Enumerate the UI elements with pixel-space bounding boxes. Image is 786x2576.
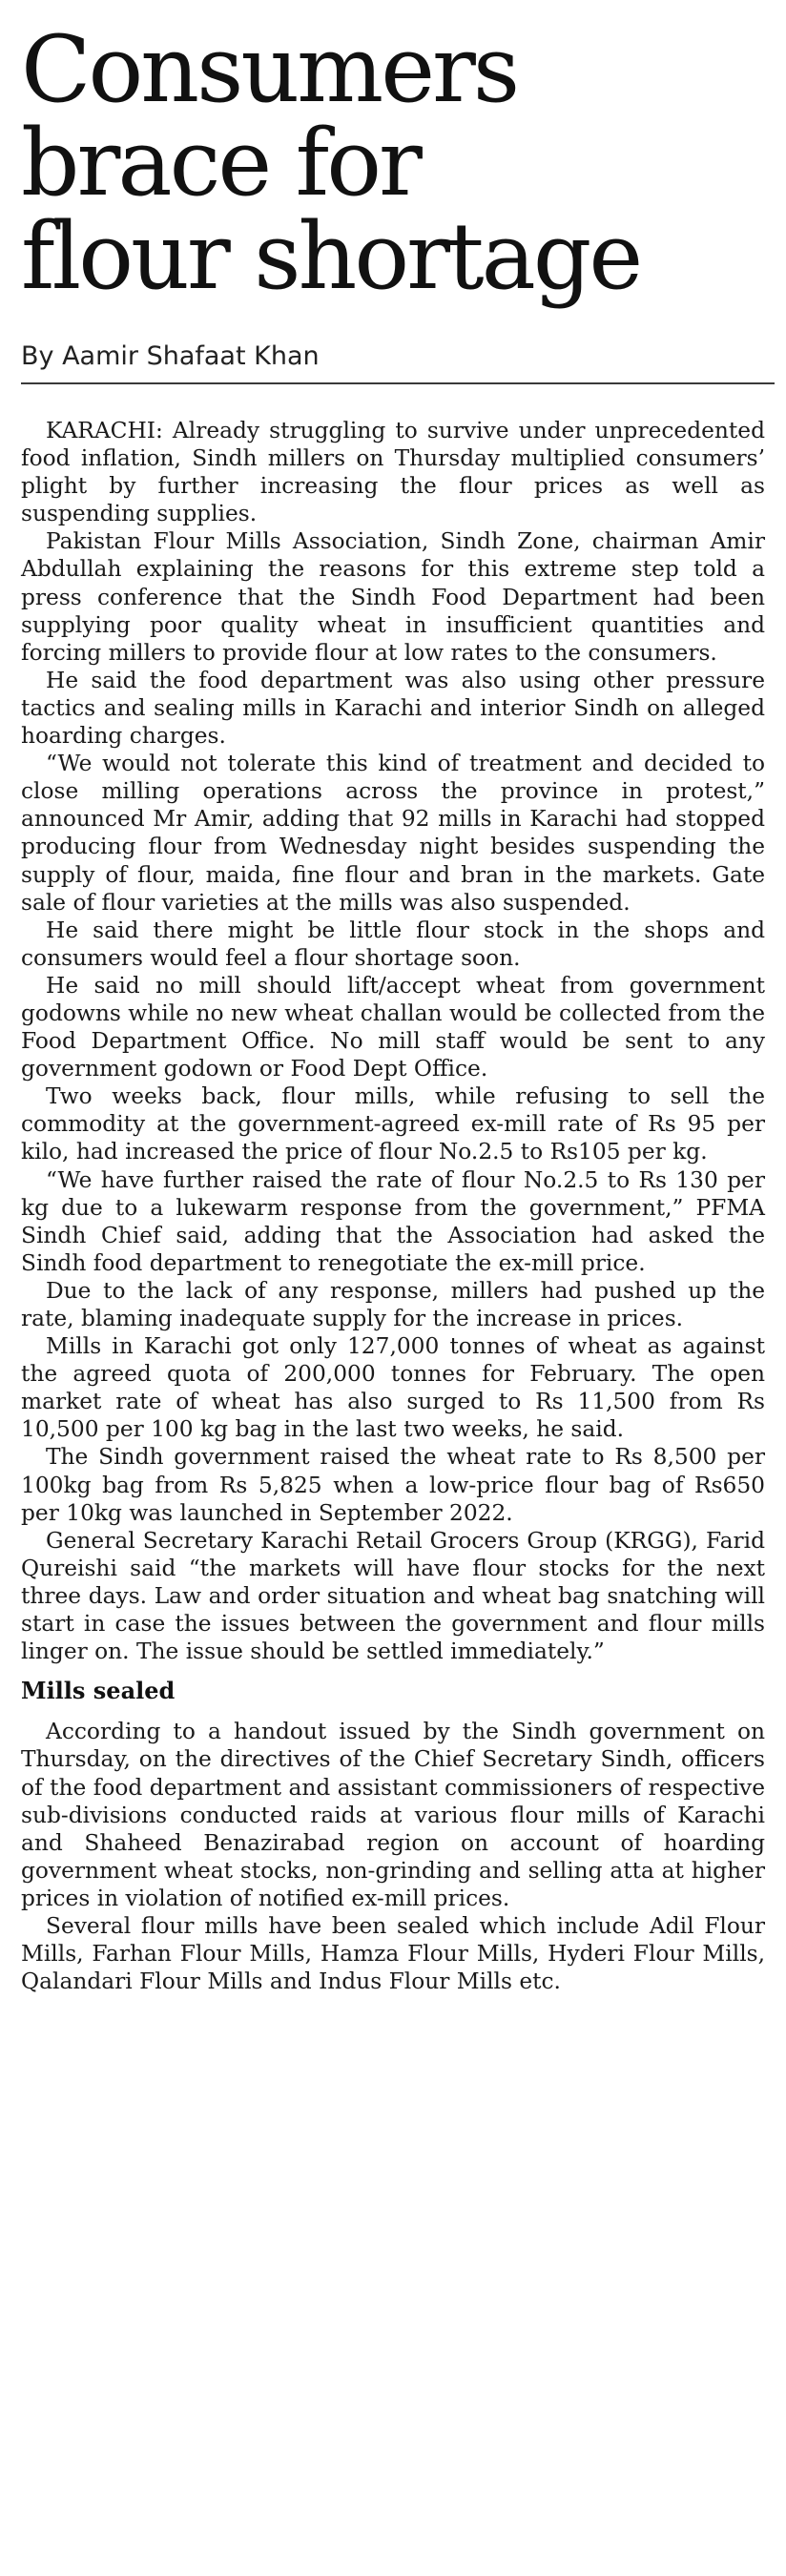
paragraph: Due to the lack of any response, millers had pushed up the rate, blaming inadequate supply for the increase in prices. bbox=[21, 1277, 765, 1331]
paragraph: He said no mill should lift/accept wheat from government godowns while no new wheat challan would be collected from the Food Department Office. No mill staff would be sent to any government godown or Food Dept Office. bbox=[21, 972, 765, 1082]
paragraph: “We would not tolerate this kind of treatment and decided to close milling operations across the province in protest,” announced Mr Amir, adding that 92 mills in Karachi had stopped producing flour from Wednesday night besides suspending the supply of flour, maida, fine flour and bran in the markets. Gate sale of flour varieties at the mills was also suspended. bbox=[21, 751, 765, 916]
paragraph: KARACHI: Already struggling to survive under unprecedented food inflation, Sindh millers on Thursday multiplied consumers’ plight by further increasing the flour prices as well as suspending supplies. bbox=[21, 418, 765, 527]
paragraph: He said there might be little flour stock in the shops and consumers would feel a flour shortage soon. bbox=[21, 917, 765, 971]
paragraph: “We have further raised the rate of flour No.2.5 to Rs 130 per kg due to a lukewarm response from the government,” PFMA Sindh Chief said, adding that the Association had asked the Sindh food department to renegotiate the ex-mill price. bbox=[21, 1166, 765, 1276]
paragraph: He said the food department was also using other pressure tactics and sealing mills in Karachi and interior Sindh on alleged hoarding charges. bbox=[21, 667, 765, 750]
paragraph: Several flour mills have been sealed which include Adil Flour Mills, Farhan Flour Mills, Hamza Flour Mills, Hyderi Flour Mills, Qalandari Flour Mills and Indus Flour Mills etc. bbox=[21, 1912, 765, 1995]
headline bbox=[21, 16, 765, 310]
headline-line-3: flour shortage bbox=[21, 203, 641, 310]
paragraph: Pakistan Flour Mills Association, Sindh Zone, chairman Amir Abdullah explaining the reasons for this extreme step told a press conference that the Sindh Food Department had been supplying poor quality wheat in insufficient quantities and forcing millers to provide flour at low rates to the consumers. bbox=[21, 528, 765, 666]
paragraph: General Secretary Karachi Retail Grocers Group (KRGG), Farid Qureishi said “the markets will have flour stocks for the next three days. Law and order situation and wheat bag snatching will start in case the issues between the government and flour mills linger on. The issue should be settled immediately.” bbox=[21, 1527, 765, 1665]
news-clipping bbox=[21, 0, 765, 1995]
section-subhead: Mills sealed bbox=[21, 1677, 176, 1705]
headline-line-2: brace for bbox=[21, 110, 420, 216]
paragraph: The Sindh government raised the wheat rate to Rs 8,500 per 100kg bag from Rs 5,825 when a low-price flour bag of Rs650 per 10kg was launched in September 2022. bbox=[21, 1444, 765, 1526]
headline-line-1: Consumers bbox=[21, 16, 518, 123]
paragraph: Mills in Karachi got only 127,000 tonnes of wheat as against the agreed quota of 200,000 tonnes for February. The open market rate of wheat has also surged to Rs 11,500 from Rs 10,500 per 100 kg bag in the last two weeks, he said. bbox=[21, 1333, 765, 1443]
paragraph: According to a handout issued by the Sindh government on Thursday, on the directives of the Chief Secretary Sindh, officers of the food department and assistant commissioners of respective sub-divisions conducted raids at various flour mills of Karachi and Shaheed Benazirabad region on account of hoarding government wheat stocks, non-grinding and selling atta at higher prices in violation of notified ex-mill prices. bbox=[21, 1719, 765, 1911]
byline: By Aamir Shafaat Khan bbox=[21, 341, 320, 371]
paragraph: Two weeks back, flour mills, while refusing to sell the commodity at the government-agreed ex-mill rate of Rs 95 per kilo, had increased the price of flour No.2.5 to Rs105 per kg. bbox=[21, 1083, 765, 1165]
article-body bbox=[21, 417, 765, 1995]
byline-divider bbox=[21, 382, 775, 384]
